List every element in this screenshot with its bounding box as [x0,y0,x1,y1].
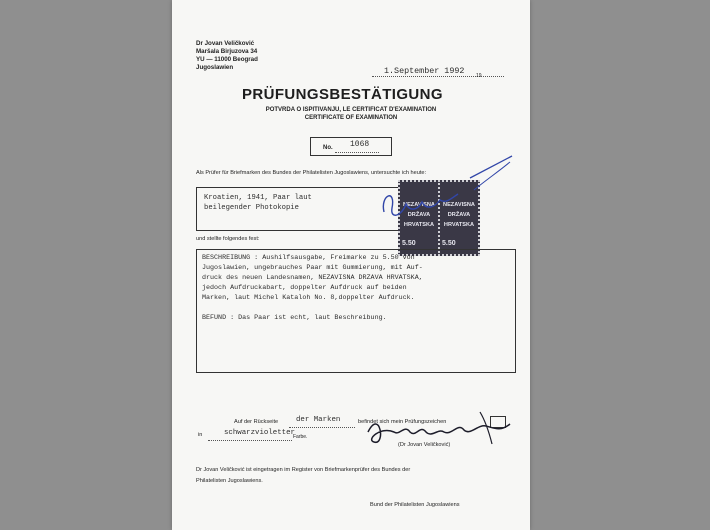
date-printed-prefix: 19 [476,73,482,79]
overprint-3: HRVATSKA [403,222,435,228]
back-mark-typed-1: der Marken [296,416,341,424]
findings-label: und stellte folgendes fest: [196,236,260,242]
back-mark-typed-2: schwarzvioletter [224,429,295,437]
overprint-2: DRŽAVA [407,212,431,218]
footer-organization: Bund der Philatelisten Jugoslawiens [370,502,460,508]
examiner-signature-mark [362,150,532,240]
back-mark-middle: befindet sich mein Prüfungszeichen [358,419,447,425]
back-mark-line-2 [208,439,292,441]
item-line-2: beilegender Photokopie [204,204,299,212]
overprint-1: NEZAVISNA [443,202,475,208]
description-line-1: BESCHREIBUNG : Aushilfsausgabe, Freimarke zu 5.50 von [202,254,415,262]
stamp-value: 5.50 [402,240,416,247]
back-mark-line-1 [289,426,355,428]
certificate-number-label: No. [323,145,333,151]
certificate-subtitle-1: POTVRDA O ISPITIVANJU, LE CERTIFICAT D'EXAMINATION [265,107,437,113]
stamp-value: 5.50 [442,240,456,247]
footer-line-2: Philatelisten Jugoslawiens. [196,478,263,484]
certificate-subtitle-2: CERTIFICATE OF EXAMINATION [304,115,398,121]
back-mark-in-label: in [198,432,203,438]
description-line-5: Marken, laut Michel Kataloh No. 8,doppelter Aufdruck. [202,294,415,302]
description-line-4: jedoch Aufdruckabart, doppelter Aufdruck auf beiden [202,284,407,292]
back-mark-suffix: Farbe. [293,434,308,440]
sender-country: Jugoslawien [196,64,234,71]
sender-city: YU — 11000 Beograd [196,56,258,63]
sender-address [196,40,258,72]
examiner-signature [360,402,525,452]
back-mark-prefix: Auf der Rückseite [234,419,279,425]
overprint-3: HRVATSKA [443,222,475,228]
certificate-page [172,0,530,530]
signer-name: (Dr Jovan Veličković) [398,442,451,448]
item-line-1: Kroatien, 1941, Paar laut [204,194,312,202]
certificate-title: PRÜFUNGSBESTÄTIGUNG [242,86,443,103]
description-line-3: druck des neuen Landesnamen, NEZAVISNA DRZAVA HRVATSKA, [202,274,423,282]
overprint-2: DRŽAVA [447,212,471,218]
intro-text: Als Prüfer für Briefmarken des Bundes der Philatelisten Jugoslawiens, untersuchte ich heute: [196,170,427,176]
sender-street: Maršala Birjuzova 34 [196,48,258,55]
footer-line-1: Dr Jovan Veličković ist eingetragen im Register von Briefmarkenprüfer des Bundes der [196,467,411,473]
sender-name: Dr Jovan Veličković [196,40,255,47]
findings-result: BEFUND : Das Paar ist echt, laut Beschreibung. [202,314,387,322]
overprint-1: NEZAVISNA [403,202,435,208]
date-typed: 1.September 1992 [384,66,465,76]
description-line-2: Jugoslawien, ungebrauches Paar mit Gummierung, mit Auf- [202,264,423,272]
certificate-number-value: 1068 [350,140,370,149]
